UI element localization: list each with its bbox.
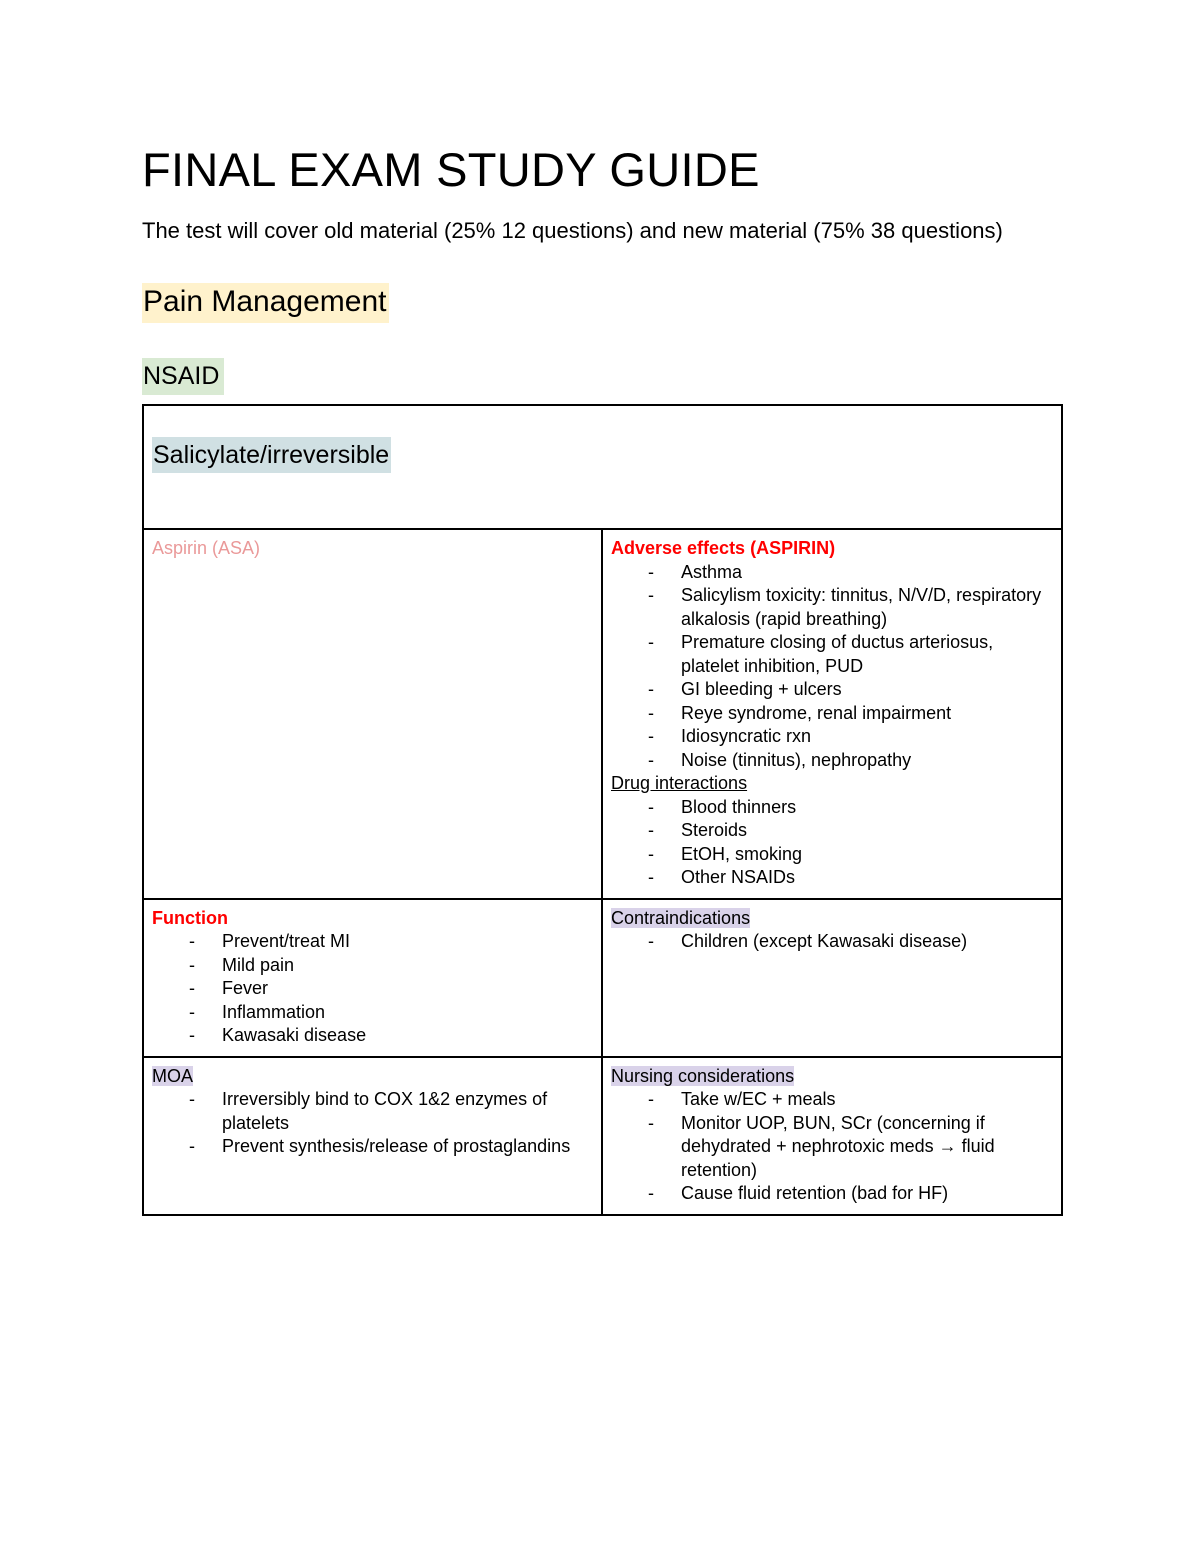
drug-table [142,404,1063,1216]
list-item: - EtOH, smoking [611,843,1053,867]
drug-name-cell [143,529,602,899]
list-item: - Take w/EC + meals [611,1088,1053,1112]
list-item: - Blood thinners [611,796,1053,820]
list-item: - Fever [152,977,593,1001]
list-item: - Steroids [611,819,1053,843]
function-cell [143,899,602,1057]
list-item: - Noise (tinnitus), nephropathy [611,749,1053,773]
nursing-considerations-heading: Nursing considerations [611,1065,795,1086]
moa-heading: MOA [152,1065,194,1086]
subsection-heading-nsaid: NSAID [142,358,224,395]
function-list [152,930,593,1048]
page-title: FINAL EXAM STUDY GUIDE [142,143,760,196]
list-item: - Salicylism toxicity: tinnitus, N/V/D, respiratory alkalosis (rapid breathing) [611,584,1053,631]
list-item: - Cause fluid retention (bad for HF) [611,1182,1053,1206]
list-item: - Monitor UOP, BUN, SCr (concerning if dehydrated + nephrotoxic meds → fluid retention) [611,1112,1053,1183]
adverse-effects-cell [602,529,1062,899]
contraindications-list [611,930,1053,954]
list-item: - Irreversibly bind to COX 1&2 enzymes of platelets [152,1088,593,1135]
list-item: - Prevent/treat MI [152,930,593,954]
list-item: - Reye syndrome, renal impairment [611,702,1053,726]
table-header-cell [143,405,1062,529]
list-item: - GI bleeding + ulcers [611,678,1053,702]
list-item: - Inflammation [152,1001,593,1025]
list-item: - Prevent synthesis/release of prostaglandins [152,1135,593,1159]
intro-text: The test will cover old material (25% 12 questions) and new material (75% 38 questions) [142,218,1003,243]
adverse-effects-list [611,561,1053,773]
list-item: - Children (except Kawasaki disease) [611,930,1053,954]
nursing-considerations-list [611,1088,1053,1206]
drug-interactions-heading: Drug interactions [611,773,748,793]
nursing-considerations-cell [602,1057,1062,1215]
moa-list [152,1088,593,1159]
list-item: - Idiosyncratic rxn [611,725,1053,749]
list-item: - Mild pain [152,954,593,978]
list-item: - Kawasaki disease [152,1024,593,1048]
contraindications-heading: Contraindications [611,907,751,928]
section-heading-pain-management: Pain Management [142,283,389,323]
list-item: - Asthma [611,561,1053,585]
function-heading: Function [152,907,228,928]
drug-class-heading: Salicylate/irreversible [152,437,391,473]
list-item: - Other NSAIDs [611,866,1053,890]
adverse-effects-heading: Adverse effects (ASPIRIN) [611,538,836,558]
drug-name: Aspirin (ASA) [152,538,261,558]
moa-cell [143,1057,602,1215]
list-item: - Premature closing of ductus arteriosus, platelet inhibition, PUD [611,631,1053,678]
contraindications-cell [602,899,1062,1057]
drug-interactions-list [611,796,1053,890]
